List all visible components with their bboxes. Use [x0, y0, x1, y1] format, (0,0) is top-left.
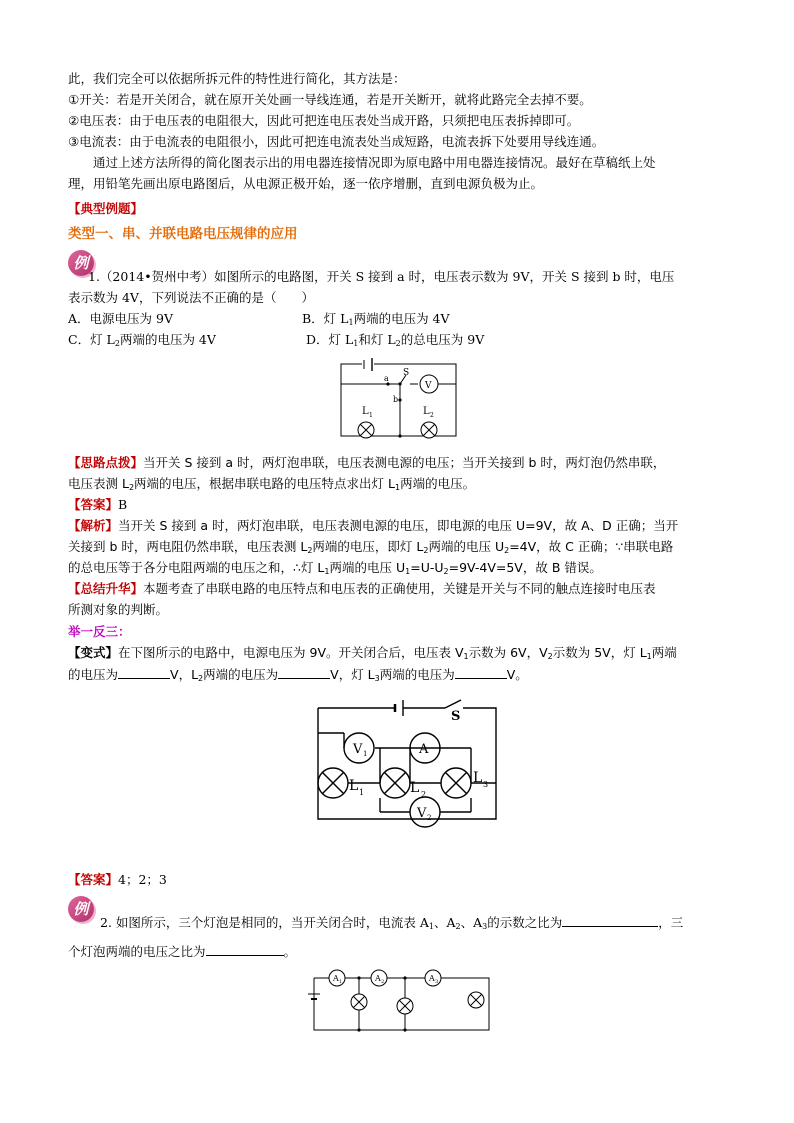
fig2-l1-label: L	[349, 778, 359, 794]
fig2-v1-label: V	[353, 742, 363, 757]
ex1-question-line-2: 表示数为 4V，下列说法不正确的是（ ）	[68, 290, 314, 305]
svg-text:2: 2	[430, 412, 434, 419]
section-heading: 【典型例题】	[68, 201, 144, 216]
ex1-summary-line-1: 【总结升华】本题考查了串联电路的电压特点和电压表的正确使用，关键是开关与不同的触点连接时电压表	[68, 581, 656, 596]
circuit-figure-1	[340, 360, 460, 440]
ex1-option-d: D．灯 $L_1$和灯 $L_2$的总电压为 9V	[306, 332, 485, 348]
fig2-l2-label: L	[410, 780, 420, 796]
answer-blank-l3[interactable]	[455, 665, 507, 679]
ex1-hint-line-2: 电压表测 $L_2$两端的电压，根据串联电路的电压特点求出灯 $L_1$两端的电压。	[68, 476, 476, 492]
svg-text:3: 3	[483, 780, 489, 789]
svg-text:2: 2	[427, 814, 432, 822]
answer-blank-voltage-ratio[interactable]	[206, 942, 284, 956]
intro-line-2: ①开关：若是开关闭合，就在原开关处画一导线连通，若是开关断开，就将此路完全去掉不要。	[68, 92, 592, 107]
ex1-analysis-line-2: 关接到 b 时，两电阻仍然串联，电压表测 $L_2$两端的电压，即灯 $L_2$两端的电压 $U_2=4V$，故 C 正确；∵串联电路	[68, 539, 674, 555]
practice-heading: 举一反三：	[68, 624, 131, 639]
answer-blank-current-ratio[interactable]	[562, 913, 658, 927]
variant-answer: 【答案】4；2；3	[68, 872, 167, 887]
fig2-l3-label: L	[473, 770, 483, 786]
variant-line-2: 的电压为 V，$L_2$两端的电压为 V，灯 $L_3$两端的电压为 V。	[68, 667, 528, 683]
fig2-v2-label: V	[417, 806, 427, 821]
ex2-question-line-2: 个灯泡两端的电压之比为 。	[68, 944, 297, 959]
intro-line-4: ③电流表：由于电流表的电阻很小，因此可把连电流表处当成短路，电流表拆下处要用导线连通。	[68, 134, 605, 149]
circuit-figure-2	[313, 694, 503, 834]
ex1-analysis-line-3: 的总电压等于各分电阻两端的电压之和，∴灯 $L_1$两端的电压 $U_1=U-U_2=9V-4V=5V$，故 B 错误。	[68, 560, 602, 576]
ex1-option-a: A．电源电压为 9V	[68, 311, 173, 326]
svg-text:1: 1	[339, 979, 343, 985]
intro-line-1: 此，我们完全可以依据所拆元件的特性进行简化，其方法是：	[68, 71, 406, 86]
answer-blank-l2[interactable]	[278, 665, 330, 679]
fig1-label-l2: L	[423, 406, 430, 417]
fig1-voltmeter: V	[425, 381, 432, 391]
fig1-label-b: b	[393, 395, 399, 404]
ex1-analysis-line-1: 【解析】当开关 S 接到 a 时，两灯泡串联，电压表测电源的电压，即电源的电压 U=9V，故 A、D 正确；当开	[68, 518, 679, 533]
svg-text:1: 1	[369, 412, 373, 419]
intro-line-6: 理，用铅笔先画出原电路图后，从电源正极开始，逐一依序增删，直到电源负极为止。	[68, 176, 544, 191]
svg-text:2: 2	[381, 979, 385, 985]
fig2-switch-label: S	[451, 709, 461, 724]
example-badge-2: 例	[68, 896, 94, 922]
fig3-a2-label: A	[375, 974, 381, 983]
type-heading: 类型一、串、并联电路电压规律的应用	[68, 226, 298, 242]
svg-text:1: 1	[363, 750, 368, 758]
svg-text:1: 1	[359, 788, 365, 797]
fig1-label-a: a	[384, 374, 389, 383]
svg-text:3: 3	[435, 979, 439, 985]
ex1-option-b: B．灯 $L_1$两端的电压为 4V	[302, 311, 450, 327]
ex1-hint-line-1: 【思路点拨】当开关 S 接到 a 时，两灯泡串联，电压表测电源的电压；当开关接到 b 时，两灯泡仍然串联，	[68, 455, 666, 470]
circuit-figure-3	[305, 966, 495, 1032]
ex1-answer: 【答案】B	[68, 497, 128, 512]
intro-line-5: 通过上述方法所得的简化图表示出的用电器连接情况即为原电路中用电器连接情况。最好在草稿纸上处	[68, 155, 656, 170]
ex1-summary-line-2: 所测对象的判断。	[68, 602, 169, 617]
fig1-label-s: S	[403, 368, 410, 378]
intro-line-3: ②电压表：由于电压表的电阻很大，因此可把连电压表处当成开路，只须把电压表拆掉即可。	[68, 113, 580, 128]
fig3-a1-label: A	[333, 974, 339, 983]
fig1-label-l1: L	[362, 406, 369, 417]
example-badge-1: 例	[68, 250, 94, 276]
ex1-question-line-1: 1.（2014•贺州中考）如图所示的电路图，开关 S 接到 a 时，电压表示数为 9V，开关 S 接到 b 时，电压	[88, 269, 675, 284]
svg-text:2: 2	[421, 790, 427, 799]
ex2-question-line-1: 2. 如图所示，三个灯泡是相同的，当开关闭合时，电流表 $A_1$、$A_2$、$A_3$的示数之比为 ，三	[100, 915, 684, 931]
answer-blank-l1[interactable]	[118, 665, 170, 679]
fig2-ammeter-label: A	[419, 742, 429, 757]
fig3-a3-label: A	[429, 974, 435, 983]
variant-line-1: 【变式】在下图所示的电路中，电源电压为 9V。开关闭合后，电压表 $V_1$示数为 6V，$V_2$示数为 5V，灯 $L_1$两端	[68, 645, 677, 661]
ex1-option-c: C．灯 $L_2$两端的电压为 4V	[68, 332, 216, 348]
